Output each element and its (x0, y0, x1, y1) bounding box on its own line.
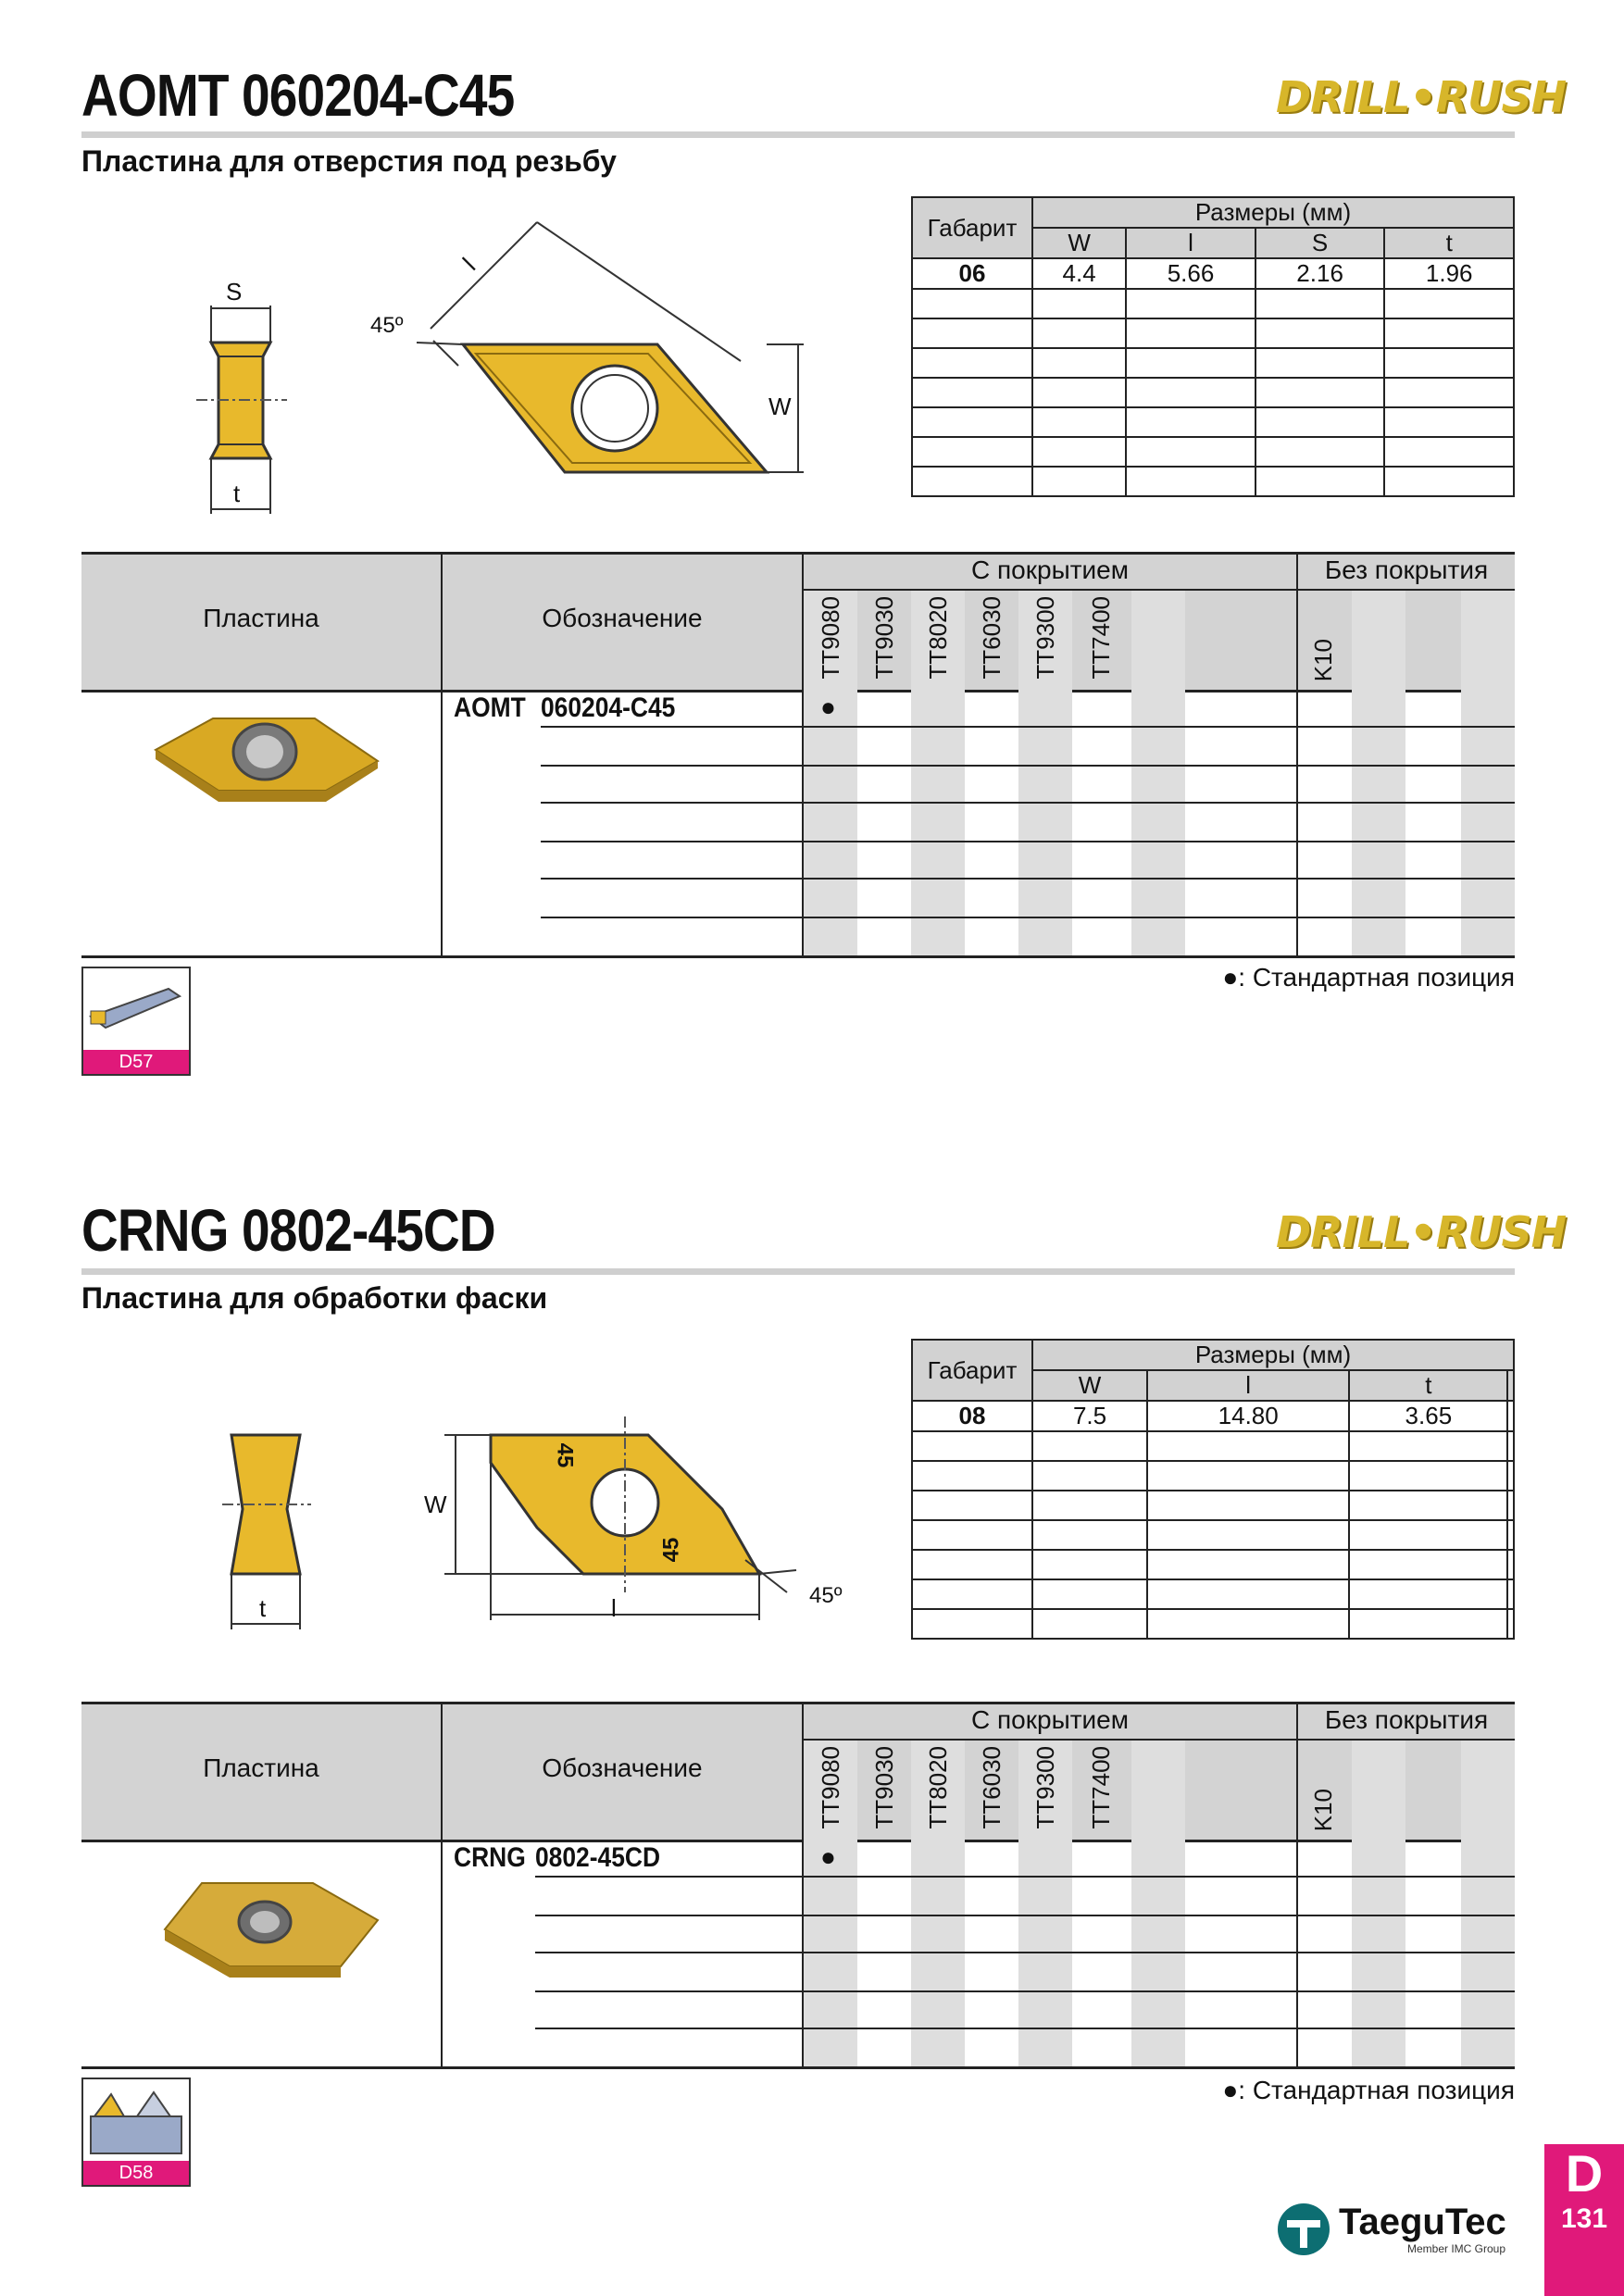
grade-table-aomt (81, 552, 1515, 959)
dim-label-t: t (233, 480, 241, 507)
title-rule (81, 131, 1515, 138)
designation-col-header: Обозначение (542, 1753, 703, 1782)
dim-label-t: t (259, 1594, 267, 1622)
insert-col-header: Пластина (203, 1753, 319, 1782)
dimensions-table-aomt (911, 196, 1515, 497)
grade-tt9080: TT9080 (817, 1746, 844, 1829)
dim-label-w: W (768, 393, 792, 420)
code-prefix: AOMT (454, 693, 526, 723)
grade-table-crng (81, 1702, 1515, 2070)
value-cell: 3.65 (1349, 1401, 1507, 1431)
insert-col-header: Пластина (203, 604, 319, 632)
section-tab (1544, 2144, 1624, 2296)
section-letter: D (1565, 2144, 1604, 2202)
company-name: TaeguTec (1339, 2202, 1506, 2242)
standard-mark: ● (820, 1842, 836, 1871)
col-w: W (1032, 228, 1126, 258)
standard-note: ●: Стандартная позиция (1222, 963, 1515, 992)
ref-icon-d58[interactable] (81, 2078, 191, 2187)
ref-icon-d57[interactable] (81, 967, 191, 1076)
gabarit-header: Габарит (912, 197, 1032, 258)
code-prefix: CRNG (454, 1842, 526, 1873)
uncoated-header: Без покрытия (1324, 1705, 1489, 1734)
insert-photo-crng (146, 1865, 387, 2003)
insert-drawing-aomt (185, 204, 852, 537)
ref-page-label: D58 (83, 2161, 189, 2185)
grade-tt9030: TT9030 (870, 1746, 898, 1829)
gabarit-header: Габарит (912, 1340, 1032, 1401)
size-cell: 08 (912, 1401, 1032, 1431)
grade-tt9300: TT9300 (1031, 1746, 1059, 1829)
standard-note: ●: Стандартная позиция (1222, 2076, 1515, 2104)
section1-subtitle: Пластина для отверстия под резьбу (81, 144, 617, 178)
grade-tt9030: TT9030 (870, 596, 898, 680)
value-cell: 5.66 (1126, 258, 1255, 289)
value-cell: 7.5 (1032, 1401, 1147, 1431)
dimensions-table-crng (911, 1339, 1515, 1640)
size-cell: 06 (912, 258, 1032, 289)
drill-icon (83, 968, 189, 1050)
ref-page-label: D57 (83, 1050, 189, 1074)
col-t: t (1384, 228, 1514, 258)
insert-photo-aomt (146, 709, 387, 820)
title-rule (81, 1268, 1515, 1275)
company-member: Member IMC Group (1407, 2242, 1506, 2255)
taegutec-logo-icon (1276, 2202, 1331, 2257)
value-cell: 2.16 (1255, 258, 1385, 289)
coated-header: С покрытием (971, 555, 1129, 584)
grade-tt6030: TT6030 (978, 596, 1006, 680)
uncoated-header: Без покрытия (1324, 555, 1489, 584)
standard-mark: ● (820, 693, 836, 721)
dim-label-l: l (611, 1594, 617, 1622)
dim-label-w: W (424, 1491, 447, 1518)
dim-label-s: S (226, 278, 243, 306)
grade-tt7400: TT7400 (1087, 1746, 1115, 1829)
col-empty (1507, 1370, 1514, 1401)
page-number: 131 (1560, 2203, 1608, 2234)
sizes-header: Размеры (мм) (1032, 1340, 1514, 1370)
col-t: t (1349, 1370, 1507, 1401)
col-l: l (1147, 1370, 1349, 1401)
drillrush-logo: DRILL•RUSH (1276, 1207, 1567, 1257)
section1-title: AOMT 060204-C45 (81, 62, 515, 129)
insert-mark-45: 45 (552, 1442, 578, 1468)
designation-col-header: Обозначение (542, 604, 703, 632)
dim-label-angle: 45º (370, 313, 404, 338)
coated-header: С покрытием (971, 1705, 1129, 1734)
grade-tt9080: TT9080 (817, 596, 844, 680)
value-cell: 1.96 (1384, 258, 1514, 289)
dim-label-angle: 45º (809, 1583, 843, 1608)
grade-tt9300: TT9300 (1031, 596, 1059, 680)
col-s: S (1255, 228, 1385, 258)
value-cell: 4.4 (1032, 258, 1126, 289)
dim-label-l: l (456, 252, 481, 276)
grade-tt6030: TT6030 (978, 1746, 1006, 1829)
grade-tt8020: TT8020 (924, 596, 952, 680)
grade-tt8020: TT8020 (924, 1746, 952, 1829)
code-value: 0802-45CD (535, 1842, 661, 1873)
grade-k10: K10 (1309, 639, 1337, 682)
col-w: W (1032, 1370, 1147, 1401)
grade-k10: K10 (1309, 1789, 1337, 1832)
section2-subtitle: Пластина для обработки фаски (81, 1281, 548, 1315)
insert-mark-45: 45 (658, 1537, 684, 1563)
value-cell (1507, 1401, 1514, 1431)
holder-icon (83, 2079, 189, 2161)
drillrush-logo: DRILL•RUSH (1276, 72, 1567, 122)
value-cell: 14.80 (1147, 1401, 1349, 1431)
grade-tt7400: TT7400 (1087, 596, 1115, 680)
code-value: 060204-C45 (541, 693, 676, 723)
col-l: l (1126, 228, 1255, 258)
sizes-header: Размеры (мм) (1032, 197, 1514, 228)
insert-drawing-crng (185, 1407, 852, 1648)
section2-title: CRNG 0802-45CD (81, 1197, 495, 1264)
